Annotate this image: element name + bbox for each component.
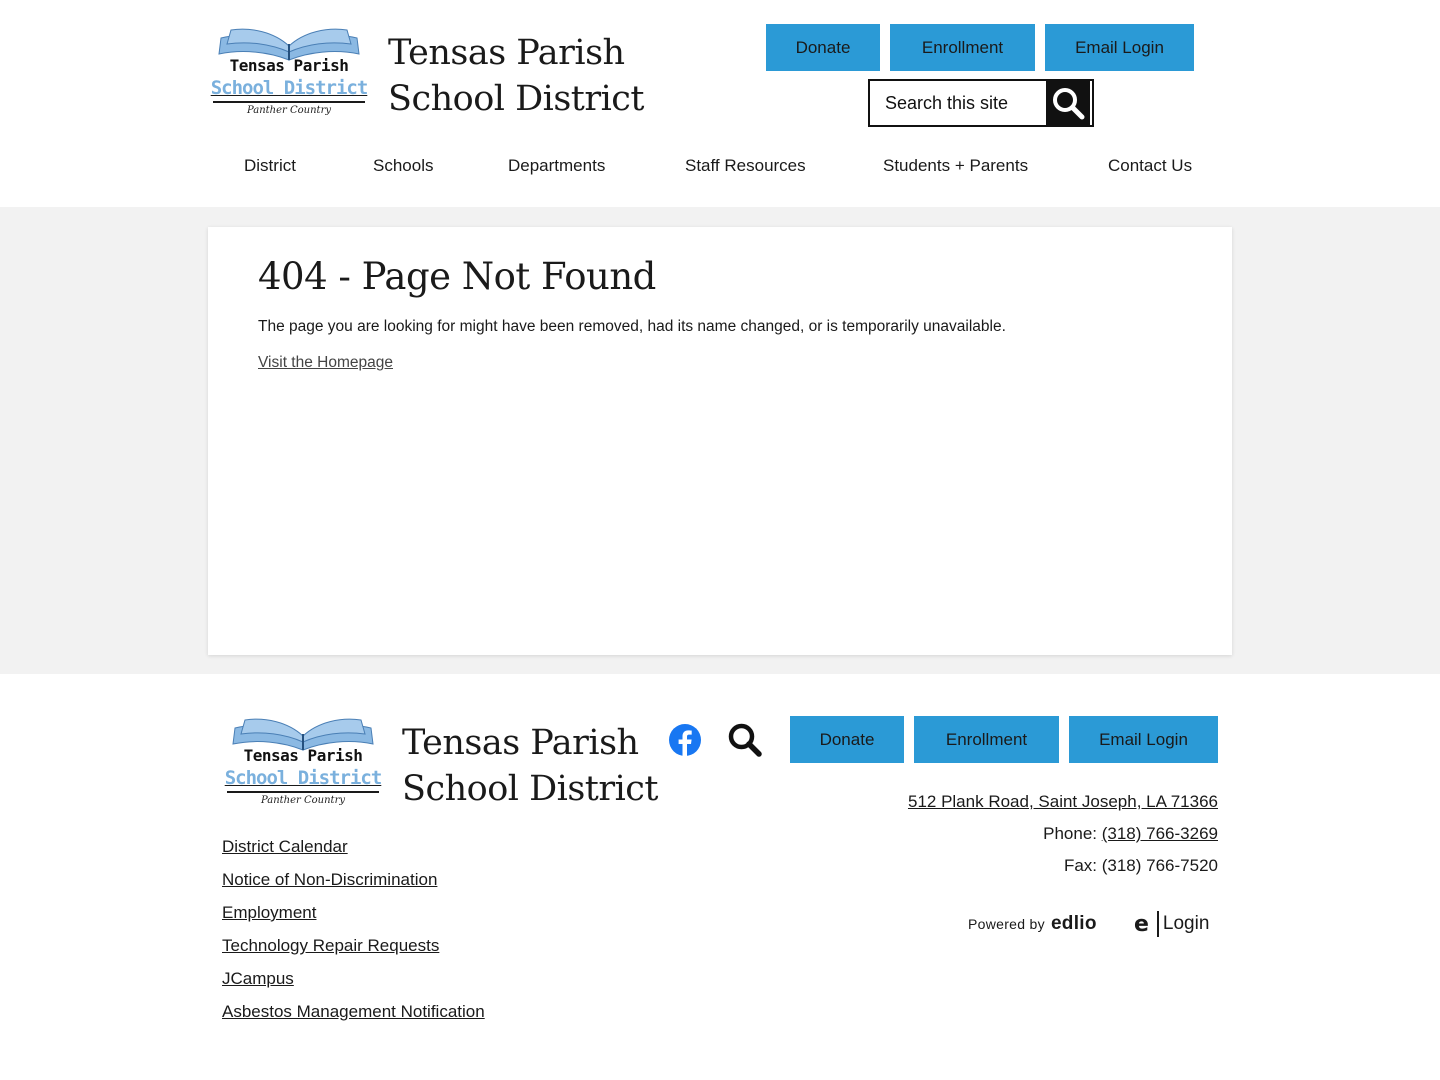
homepage-link[interactable]: Visit the Homepage [258,354,393,371]
footer-site-title-line1: Tensas Parish [402,723,639,763]
logo-tagline: Panther Country [246,105,332,116]
logo-text-line2: School District [210,77,368,99]
footer-link-technology-repair[interactable]: Technology Repair Requests [222,936,440,955]
footer-logo-text-line2: School District [224,767,382,789]
footer-district-logo[interactable] [223,714,383,812]
footer-enrollment-button[interactable]: Enrollment [914,716,1059,763]
page-title: 404 - Page Not Found [258,255,656,298]
powered-by-label: Powered by [968,916,1045,932]
footer-logo-text-line1: Tensas Parish [243,746,363,765]
site-title-line1: Tensas Parish [388,33,625,73]
site-title[interactable] [388,30,644,122]
search-icon [1051,86,1085,120]
footer-donate-button[interactable]: Donate [790,716,904,763]
phone-line [908,824,1218,856]
nav-item-schools[interactable]: Schools [373,156,434,175]
site-header [0,0,1440,207]
donate-button[interactable]: Donate [766,24,880,71]
edlio-logo-icon: e [1134,911,1149,937]
footer-link-jcampus[interactable]: JCampus [222,969,294,988]
enrollment-button[interactable]: Enrollment [890,24,1035,71]
edlio-login-link[interactable] [1134,910,1209,938]
fax-line: Fax: (318) 766-7520 [1063,856,1218,875]
address-link[interactable]: 512 Plank Road, Saint Joseph, LA 71366 [907,792,1218,811]
district-logo[interactable] [209,24,369,122]
search-icon [727,722,763,758]
nav-item-students-parents[interactable]: Students + Parents [883,156,1029,175]
footer-site-title [402,720,658,812]
footer-link-asbestos[interactable]: Asbestos Management Notification [222,1002,485,1021]
error-message: The page you are looking for might have been removed, had its name changed, or is temporarily unavailable. [258,318,1006,335]
phone-link[interactable]: (318) 766-3269 [1101,824,1218,843]
login-label: Login [1162,913,1210,934]
facebook-icon [668,723,702,757]
footer-links [222,837,485,1035]
main-nav [0,156,1440,186]
site-title-line2: School District [388,79,644,119]
footer-email-login-button[interactable]: Email Login [1069,716,1218,763]
footer-search-button[interactable] [727,722,763,758]
contact-info [908,792,1218,888]
powered-by-edlio[interactable] [968,910,1097,938]
footer-logo-tagline: Panther Country [260,795,346,806]
logo-text-line1: Tensas Parish [229,56,349,75]
facebook-link[interactable] [668,723,702,757]
search-button[interactable] [1046,80,1090,126]
address-line [908,792,1218,824]
footer-link-employment[interactable]: Employment [222,903,317,922]
footer-site-title-line2: School District [402,769,658,809]
email-login-button[interactable]: Email Login [1045,24,1194,71]
nav-item-departments[interactable]: Departments [508,156,606,175]
footer-link-non-discrimination[interactable]: Notice of Non-Discrimination [222,870,438,889]
content-card [208,227,1232,655]
nav-item-district[interactable]: District [244,156,296,175]
site-search [868,79,1094,127]
nav-item-contact-us[interactable]: Contact Us [1108,156,1193,175]
phone-label: Phone: [1043,824,1102,843]
search-input[interactable] [870,81,1046,125]
footer-link-district-calendar[interactable]: District Calendar [222,837,348,856]
login-divider [1157,911,1159,937]
nav-item-staff-resources[interactable]: Staff Resources [685,156,806,175]
edlio-brand: edlio [1050,913,1097,934]
